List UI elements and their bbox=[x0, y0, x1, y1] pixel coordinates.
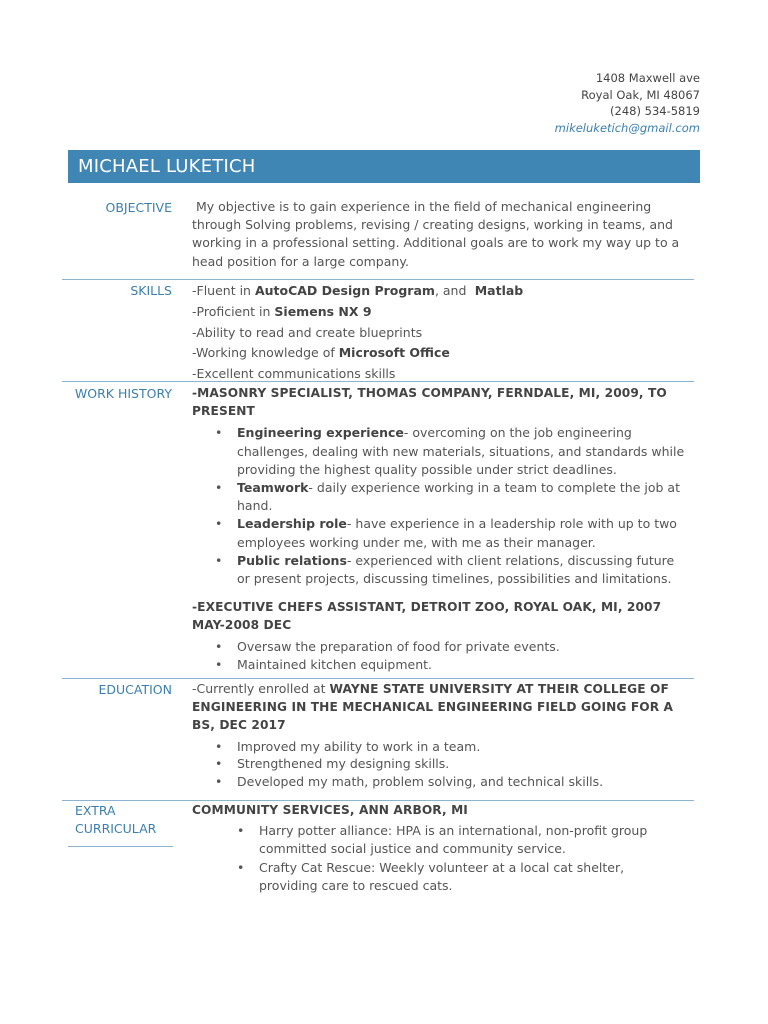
extra-title: COMMUNITY SERVICES, ANN ARBOR, MI bbox=[192, 803, 468, 817]
list-item: • Developed my math, problem solving, and technical skills. bbox=[192, 773, 673, 791]
skill-emphasis: Siemens NX 9 bbox=[274, 303, 372, 319]
job-title: -MASONRY SPECIALIST, THOMAS COMPANY, FERNDALE, MI, 2009, TO bbox=[192, 386, 667, 400]
name-header: MICHAEL LUKETICH bbox=[68, 150, 700, 183]
section-divider bbox=[62, 381, 694, 382]
objective-line: working in a professional setting. Additional goals are to work my way up to a bbox=[192, 235, 680, 251]
list-item bbox=[192, 552, 684, 588]
bullet-text: - have experience in a leadership role with up to two bbox=[346, 516, 677, 532]
education-bullets bbox=[192, 738, 673, 791]
objective-text bbox=[192, 198, 679, 271]
skill-text: , and bbox=[434, 283, 471, 298]
extra-label-line: EXTRA bbox=[75, 803, 116, 818]
bullet-emphasis: Teamwork bbox=[237, 480, 309, 496]
education-institution: WAYNE STATE UNIVERSITY AT THEIR COLLEGE OF bbox=[329, 682, 669, 696]
education-institution: BS, DEC 2017 bbox=[192, 718, 286, 733]
bullet-text: hand. bbox=[237, 498, 273, 514]
objective-line: through Solving problems, revising / creating designs, working in teams, and bbox=[192, 217, 673, 233]
skill-item bbox=[192, 323, 523, 344]
bullet-text: - daily experience working in a team to complete the job at bbox=[308, 480, 680, 496]
skills-label: SKILLS bbox=[130, 283, 172, 298]
skill-item bbox=[192, 281, 523, 302]
job-bullets bbox=[192, 424, 684, 588]
contact-block bbox=[555, 70, 700, 136]
address-city: Royal Oak, MI 48067 bbox=[581, 87, 700, 102]
bullet-emphasis: Leadership role bbox=[237, 516, 347, 532]
list-item: • Maintained kitchen equipment. bbox=[192, 656, 684, 674]
job-title: PRESENT bbox=[192, 404, 255, 419]
work-history-content bbox=[192, 384, 684, 674]
email-link[interactable]: mikeluketich@gmail.com bbox=[554, 120, 700, 135]
work-history-label: WORK HISTORY bbox=[74, 386, 172, 401]
list-item bbox=[192, 424, 684, 479]
bullet-text: employees working under me, with me as their manager. bbox=[237, 534, 596, 550]
skill-text: -Fluent in bbox=[192, 283, 255, 298]
extra-curricular-label bbox=[75, 802, 156, 838]
education-label: EDUCATION bbox=[98, 682, 172, 697]
section-divider bbox=[62, 678, 694, 679]
bullet-text: providing care to rescued cats. bbox=[259, 877, 453, 893]
list-item bbox=[192, 515, 684, 551]
skill-item bbox=[192, 343, 523, 364]
education-institution: ENGINEERING IN THE MECHANICAL ENGINEERING FIELD GOING FOR A bbox=[192, 700, 674, 715]
job-title: MAY-2008 DEC bbox=[192, 618, 292, 633]
bullet-emphasis: Engineering experience bbox=[237, 425, 404, 441]
skill-text: -Excellent communications skills bbox=[192, 366, 396, 382]
label-underline bbox=[68, 846, 173, 847]
list-item: • Strengthened my designing skills. bbox=[192, 755, 673, 773]
bullet-text: challenges, dealing with new materials, situations, and standards while bbox=[237, 443, 685, 459]
phone-number: (248) 534-5819 bbox=[610, 104, 700, 119]
education-text: -Currently enrolled at bbox=[192, 681, 330, 696]
list-item: • Improved my ability to work in a team. bbox=[192, 738, 673, 756]
list-item bbox=[192, 859, 647, 895]
address-street: 1408 Maxwell ave bbox=[595, 71, 700, 85]
bullet-text: providing the highest quality possible under strict deadlines. bbox=[237, 461, 617, 477]
skill-emphasis: AutoCAD Design Program bbox=[254, 283, 435, 298]
extra-label-line: CURRICULAR bbox=[75, 821, 157, 836]
skill-text: -Working knowledge of bbox=[192, 345, 339, 361]
list-item: • Oversaw the preparation of food for private events. bbox=[192, 638, 684, 656]
objective-line: My objective is to gain experience in the field of mechanical engineering bbox=[192, 199, 652, 214]
bullet-text: • Crafty Cat Rescue: Weekly volunteer at a local cat shelter, bbox=[259, 859, 625, 875]
job-bullets bbox=[192, 638, 684, 674]
objective-line: head position for a large company. bbox=[192, 253, 409, 269]
skill-text: -Ability to read and create blueprints bbox=[192, 324, 423, 340]
list-item bbox=[192, 822, 647, 858]
list-item bbox=[192, 479, 684, 515]
bullet-text: • Harry potter alliance: HPA is an international, non-profit group bbox=[259, 823, 648, 839]
bullet-text: - overcoming on the job engineering bbox=[403, 425, 632, 441]
bullet-text: - experienced with client relations, discussing future bbox=[346, 552, 675, 568]
skill-item bbox=[192, 302, 523, 323]
bullet-text: committed social justice and community service. bbox=[259, 841, 566, 857]
job-title: -EXECUTIVE CHEFS ASSISTANT, DETROIT ZOO, ROYAL OAK, MI, 2007 bbox=[192, 600, 662, 615]
section-divider bbox=[62, 279, 694, 280]
bullet-text: or present projects, discussing timelines, possibilities and limitations. bbox=[237, 571, 672, 587]
skill-emphasis: Microsoft Office bbox=[338, 345, 450, 361]
skill-emphasis: Matlab bbox=[470, 283, 524, 298]
bullet-emphasis: Public relations bbox=[237, 552, 347, 568]
skills-list bbox=[192, 281, 523, 385]
extra-bullets bbox=[192, 822, 647, 895]
education-content bbox=[192, 680, 673, 790]
skill-text: -Proficient in bbox=[192, 303, 275, 319]
extra-content bbox=[192, 801, 647, 895]
objective-label: OBJECTIVE bbox=[105, 200, 172, 215]
